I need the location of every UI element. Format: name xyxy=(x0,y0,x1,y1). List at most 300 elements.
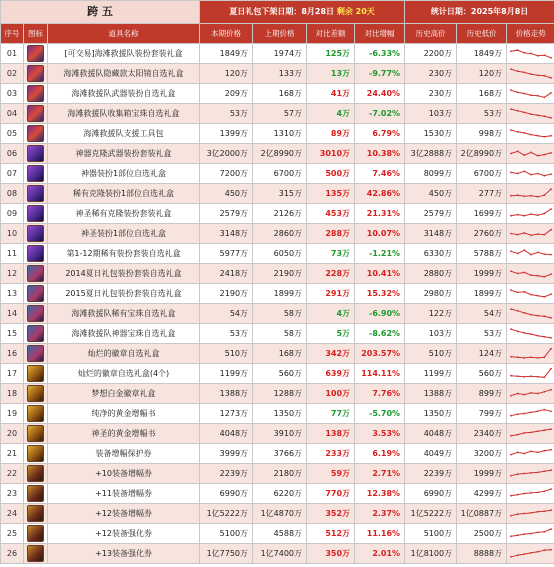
row-item-name: [可交易]海滩救援队装扮套装礼盒 xyxy=(48,44,200,64)
sparkline-point xyxy=(530,94,532,96)
price-trend-sparkline xyxy=(509,206,553,221)
row-difference: 89万 xyxy=(307,124,355,144)
sparkline-point xyxy=(543,96,545,98)
item-icon xyxy=(27,165,44,182)
row-current-price: 5100万 xyxy=(200,524,253,544)
row-trend-cell xyxy=(507,524,554,544)
row-previous-price: 1899万 xyxy=(253,284,307,304)
row-current-price: 2239万 xyxy=(200,464,253,484)
sparkline-point xyxy=(523,473,525,475)
row-history-low: 120万 xyxy=(457,64,507,84)
sparkline-point xyxy=(523,215,525,217)
sparkline-point xyxy=(516,253,518,255)
sparkline-point xyxy=(550,152,552,154)
row-trend-cell xyxy=(507,144,554,164)
sparkline-point xyxy=(550,229,552,231)
sparkline-point xyxy=(550,173,552,175)
row-current-price: 1273万 xyxy=(200,404,253,424)
row-index: 21 xyxy=(1,444,24,464)
row-change-percent: 2.71% xyxy=(355,464,405,484)
sparkline-point xyxy=(523,453,525,455)
sparkline-point xyxy=(536,114,538,116)
sparkline-point xyxy=(550,208,552,210)
sparkline-point xyxy=(523,376,525,378)
sparkline-point xyxy=(530,432,532,434)
row-icon-cell xyxy=(24,224,48,244)
sparkline-point xyxy=(550,410,552,412)
price-trend-sparkline xyxy=(509,166,553,181)
sparkline-point xyxy=(523,112,525,114)
row-current-price: 1388万 xyxy=(200,384,253,404)
row-previous-price: 2190万 xyxy=(253,264,307,284)
row-index: 02 xyxy=(1,64,24,84)
price-trend-sparkline xyxy=(509,226,553,241)
row-difference: 512万 xyxy=(307,524,355,544)
row-change-percent: 6.79% xyxy=(355,124,405,144)
sparkline-point xyxy=(516,393,518,395)
row-current-price: 1亿7750万 xyxy=(200,544,253,564)
row-item-name: 神圣的黄金增幅书 xyxy=(48,424,200,444)
sparkline-point xyxy=(543,75,545,77)
price-trend-sparkline xyxy=(509,506,553,521)
row-icon-cell xyxy=(24,204,48,224)
table-row[interactable] xyxy=(1,384,554,404)
table-row[interactable] xyxy=(1,484,554,504)
row-history-high: 103万 xyxy=(405,324,457,344)
sparkline-point xyxy=(523,553,525,555)
row-previous-price: 6700万 xyxy=(253,164,307,184)
row-change-percent: 12.38% xyxy=(355,484,405,504)
sparkline-point xyxy=(516,194,518,196)
sparkline-point xyxy=(550,528,552,530)
table-row[interactable] xyxy=(1,84,554,104)
row-item-name: +12装备增幅券 xyxy=(48,504,200,524)
table-row[interactable] xyxy=(1,144,554,164)
row-index: 10 xyxy=(1,224,24,244)
row-item-name: 海滩救援队稀有宝珠自选礼盒 xyxy=(48,304,200,324)
row-item-name: 纯净的黄金增幅书 xyxy=(48,404,200,424)
table-row[interactable] xyxy=(1,344,554,364)
row-trend-cell xyxy=(507,184,554,204)
row-icon-cell xyxy=(24,284,48,304)
item-icon xyxy=(27,65,44,82)
table-row[interactable] xyxy=(1,224,554,244)
col-history-high: 历史高价 xyxy=(405,24,457,44)
row-difference: 100万 xyxy=(307,384,355,404)
sparkline-point xyxy=(523,332,525,334)
row-difference: 291万 xyxy=(307,284,355,304)
row-change-percent: 7.76% xyxy=(355,384,405,404)
sparkline-point xyxy=(530,450,532,452)
table-row[interactable] xyxy=(1,364,554,384)
row-history-low: 2500万 xyxy=(457,524,507,544)
sparkline-point xyxy=(550,428,552,430)
row-icon-cell xyxy=(24,544,48,564)
sparkline-point xyxy=(516,434,518,436)
sparkline-point xyxy=(543,315,545,317)
sparkline-point xyxy=(510,308,512,310)
item-icon xyxy=(27,305,44,322)
row-change-percent: 42.86% xyxy=(355,184,405,204)
table-row[interactable] xyxy=(1,204,554,224)
sparkline-point xyxy=(550,273,552,275)
row-item-name: 神圣装扮1部位自选礼盒 xyxy=(48,224,200,244)
sparkline-point xyxy=(510,535,512,537)
row-item-name: 灿烂的徽章自选礼盒 xyxy=(48,344,200,364)
sparkline-point xyxy=(510,215,512,217)
sparkline-point xyxy=(543,549,545,551)
deadline-date: 8月28日 xyxy=(301,7,335,16)
sparkline-point xyxy=(536,95,538,97)
row-previous-price: 133万 xyxy=(253,64,307,84)
row-previous-price: 1310万 xyxy=(253,124,307,144)
sparkline-point xyxy=(543,429,545,431)
row-previous-price: 560万 xyxy=(253,364,307,384)
price-trend-sparkline xyxy=(509,446,553,461)
sparkline-point xyxy=(543,175,545,177)
row-history-low: 4299万 xyxy=(457,484,507,504)
row-history-high: 510万 xyxy=(405,344,457,364)
row-previous-price: 58万 xyxy=(253,324,307,344)
sparkline-point xyxy=(510,556,512,558)
row-index: 03 xyxy=(1,84,24,104)
row-trend-cell xyxy=(507,204,554,224)
sparkline-point xyxy=(543,136,545,138)
table-row[interactable] xyxy=(1,284,554,304)
sparkline-point xyxy=(516,273,518,275)
sparkline-point xyxy=(530,152,532,154)
row-change-percent: 11.16% xyxy=(355,524,405,544)
row-difference: 4万 xyxy=(307,304,355,324)
sparkline-point xyxy=(550,317,552,319)
sparkline-point xyxy=(536,532,538,534)
table-row[interactable] xyxy=(1,464,554,484)
sparkline-point xyxy=(550,293,552,295)
row-index: 23 xyxy=(1,484,24,504)
sparkline-point xyxy=(543,510,545,512)
sparkline-point xyxy=(510,233,512,235)
row-trend-cell xyxy=(507,244,554,264)
sparkline-point xyxy=(550,488,552,490)
table-row[interactable] xyxy=(1,104,554,124)
sparkline-point xyxy=(550,117,552,119)
row-history-high: 5100万 xyxy=(405,524,457,544)
price-trend-sparkline xyxy=(509,286,553,301)
col-previous-price: 上期价格 xyxy=(253,24,307,44)
row-item-name: +10装备增幅券 xyxy=(48,464,200,484)
sparkline-point xyxy=(536,214,538,216)
sparkline-point xyxy=(516,375,518,377)
table-row[interactable] xyxy=(1,444,554,464)
sparkline-point xyxy=(516,534,518,536)
row-trend-cell xyxy=(507,304,554,324)
row-history-low: 1亿0887万 xyxy=(457,504,507,524)
row-trend-cell xyxy=(507,64,554,84)
row-current-price: 53万 xyxy=(200,324,253,344)
row-history-low: 54万 xyxy=(457,304,507,324)
row-item-name: 神器装扮1部位自选礼盒 xyxy=(48,164,200,184)
row-history-high: 1388万 xyxy=(405,384,457,404)
row-trend-cell xyxy=(507,284,554,304)
row-history-low: 5788万 xyxy=(457,244,507,264)
row-difference: 352万 xyxy=(307,504,355,524)
sparkline-point xyxy=(523,249,525,251)
table-row[interactable] xyxy=(1,424,554,444)
row-item-name: 海滩救援队神器宝珠自选礼盒 xyxy=(48,324,200,344)
row-difference: 4万 xyxy=(307,104,355,124)
row-history-high: 2579万 xyxy=(405,204,457,224)
sparkline-point xyxy=(550,509,552,511)
row-icon-cell xyxy=(24,144,48,164)
row-item-name: 装备增幅保护券 xyxy=(48,444,200,464)
sparkline-point xyxy=(510,454,512,456)
table-row[interactable] xyxy=(1,264,554,284)
sparkline-point xyxy=(550,92,552,94)
row-history-low: 53万 xyxy=(457,104,507,124)
row-previous-price: 1288万 xyxy=(253,384,307,404)
table-row[interactable] xyxy=(1,124,554,144)
row-difference: 453万 xyxy=(307,204,355,224)
sparkline-point xyxy=(523,533,525,535)
server-name: 跨 五 xyxy=(1,1,200,24)
row-history-low: 1899万 xyxy=(457,284,507,304)
row-trend-cell xyxy=(507,164,554,184)
table-row[interactable] xyxy=(1,244,554,264)
row-index: 07 xyxy=(1,164,24,184)
sparkline-point xyxy=(536,393,538,395)
col-history-low: 历史低价 xyxy=(457,24,507,44)
row-index: 19 xyxy=(1,404,24,424)
row-index: 05 xyxy=(1,124,24,144)
price-trend-sparkline xyxy=(509,306,553,321)
row-index: 06 xyxy=(1,144,24,164)
sparkline-point xyxy=(550,348,552,350)
row-difference: 5万 xyxy=(307,324,355,344)
row-previous-price: 315万 xyxy=(253,184,307,204)
row-current-price: 53万 xyxy=(200,104,253,124)
table-row[interactable] xyxy=(1,164,554,184)
row-history-high: 4048万 xyxy=(405,424,457,444)
row-previous-price: 168万 xyxy=(253,84,307,104)
sparkline-point xyxy=(536,155,538,157)
row-history-low: 998万 xyxy=(457,124,507,144)
table-row[interactable] xyxy=(1,524,554,544)
row-trend-cell xyxy=(507,84,554,104)
row-item-name: 神圣稀有克隆装扮套装礼盒 xyxy=(48,204,200,224)
item-icon xyxy=(27,265,44,282)
table-row[interactable] xyxy=(1,44,554,64)
row-history-high: 450万 xyxy=(405,184,457,204)
row-difference: 350万 xyxy=(307,544,355,564)
item-icon xyxy=(27,325,44,342)
table-row[interactable] xyxy=(1,304,554,324)
sparkline-point xyxy=(516,356,518,358)
row-history-low: 6700万 xyxy=(457,164,507,184)
sparkline-point xyxy=(510,89,512,91)
item-icon xyxy=(27,345,44,362)
sparkline-point xyxy=(536,335,538,337)
sparkline-point xyxy=(530,533,532,535)
sparkline-point xyxy=(536,173,538,175)
table-row[interactable] xyxy=(1,64,554,84)
sparkline-point xyxy=(536,430,538,432)
sparkline-point xyxy=(550,449,552,451)
sparkline-point xyxy=(523,72,525,74)
row-current-price: 120万 xyxy=(200,64,253,84)
row-item-name: 2015夏日礼包装扮套装自选礼盒 xyxy=(48,284,200,304)
sparkline-point xyxy=(523,432,525,434)
row-index: 11 xyxy=(1,244,24,264)
sparkline-point xyxy=(523,291,525,293)
sparkline-point xyxy=(543,391,545,393)
table-row[interactable] xyxy=(1,404,554,424)
item-icon xyxy=(27,505,44,522)
row-icon-cell xyxy=(24,64,48,84)
sparkline-point xyxy=(510,375,512,377)
row-history-low: 3200万 xyxy=(457,444,507,464)
row-trend-cell xyxy=(507,384,554,404)
row-previous-price: 168万 xyxy=(253,344,307,364)
row-current-price: 1849万 xyxy=(200,44,253,64)
row-trend-cell xyxy=(507,104,554,124)
item-icon xyxy=(27,105,44,122)
sparkline-point xyxy=(516,494,518,496)
price-trend-sparkline xyxy=(509,106,553,121)
sparkline-point xyxy=(510,195,512,197)
row-trend-cell xyxy=(507,484,554,504)
row-difference: 233万 xyxy=(307,444,355,464)
sparkline-point xyxy=(550,254,552,256)
row-index: 15 xyxy=(1,324,24,344)
row-current-price: 510万 xyxy=(200,344,253,364)
sparkline-point xyxy=(523,357,525,359)
row-history-high: 1亿8100万 xyxy=(405,544,457,564)
sparkline-point xyxy=(530,254,532,256)
row-item-name: 海滩救援队武器装扮自选礼盒 xyxy=(48,84,200,104)
row-history-high: 3亿2888万 xyxy=(405,144,457,164)
row-current-price: 7200万 xyxy=(200,164,253,184)
row-previous-price: 57万 xyxy=(253,104,307,124)
row-history-high: 1530万 xyxy=(405,124,457,144)
row-index: 08 xyxy=(1,184,24,204)
sparkline-point xyxy=(510,475,512,477)
price-trend-sparkline xyxy=(509,466,553,481)
row-current-price: 3亿2000万 xyxy=(200,144,253,164)
row-previous-price: 1亿4870万 xyxy=(253,504,307,524)
row-item-name: +12装备强化券 xyxy=(48,524,200,544)
sparkline-point xyxy=(516,92,518,94)
table-row[interactable] xyxy=(1,544,554,564)
row-icon-cell xyxy=(24,324,48,344)
sparkline-point xyxy=(543,531,545,533)
row-change-percent: 2.37% xyxy=(355,504,405,524)
price-trend-sparkline xyxy=(509,366,553,381)
row-item-name: +11装备增幅券 xyxy=(48,484,200,504)
row-icon-cell xyxy=(24,484,48,504)
sparkline-point xyxy=(543,213,545,215)
sparkline-point xyxy=(550,337,552,339)
sparkline-point xyxy=(516,452,518,454)
row-current-price: 209万 xyxy=(200,84,253,104)
row-change-percent: -6.33% xyxy=(355,44,405,64)
sparkline-point xyxy=(543,276,545,278)
row-current-price: 2418万 xyxy=(200,264,253,284)
row-icon-cell xyxy=(24,164,48,184)
row-current-price: 6990万 xyxy=(200,484,253,504)
row-difference: 639万 xyxy=(307,364,355,384)
row-change-percent: 203.57% xyxy=(355,344,405,364)
table-row[interactable] xyxy=(1,184,554,204)
row-trend-cell xyxy=(507,444,554,464)
row-trend-cell xyxy=(507,504,554,524)
sparkline-point xyxy=(523,413,525,415)
row-current-price: 3148万 xyxy=(200,224,253,244)
row-change-percent: -5.70% xyxy=(355,404,405,424)
row-difference: 13万 xyxy=(307,64,355,84)
sparkline-point xyxy=(510,129,512,131)
row-change-percent: -7.02% xyxy=(355,104,405,124)
table-row[interactable] xyxy=(1,504,554,524)
sparkline-point xyxy=(543,115,545,117)
row-difference: 770万 xyxy=(307,484,355,504)
item-icon xyxy=(27,285,44,302)
sparkline-path xyxy=(511,130,551,137)
row-difference: 41万 xyxy=(307,84,355,104)
row-change-percent: 2.01% xyxy=(355,544,405,564)
row-index: 25 xyxy=(1,524,24,544)
sparkline-point xyxy=(536,135,538,137)
row-index: 24 xyxy=(1,504,24,524)
row-change-percent: 15.32% xyxy=(355,284,405,304)
row-history-low: 53万 xyxy=(457,324,507,344)
sparkline-point xyxy=(510,289,512,291)
row-history-high: 3148万 xyxy=(405,224,457,244)
row-item-name: 2014夏日礼包装扮套装自选礼盒 xyxy=(48,264,200,284)
sparkline-point xyxy=(516,292,518,294)
row-icon-cell xyxy=(24,104,48,124)
row-history-low: 1999万 xyxy=(457,264,507,284)
item-icon xyxy=(27,125,44,142)
row-current-price: 5977万 xyxy=(200,244,253,264)
sparkline-point xyxy=(536,492,538,494)
row-difference: 59万 xyxy=(307,464,355,484)
row-difference: 342万 xyxy=(307,344,355,364)
sparkline-point xyxy=(536,275,538,277)
sparkline-point xyxy=(536,252,538,254)
sparkline-point xyxy=(510,270,512,272)
row-trend-cell xyxy=(507,44,554,64)
row-icon-cell xyxy=(24,504,48,524)
price-trend-sparkline xyxy=(509,426,553,441)
row-history-high: 8099万 xyxy=(405,164,457,184)
row-index: 22 xyxy=(1,464,24,484)
table-row[interactable] xyxy=(1,324,554,344)
sparkline-point xyxy=(516,473,518,475)
row-item-name: 海滩救援队收集箱宝珠自选礼盒 xyxy=(48,104,200,124)
row-previous-price: 2126万 xyxy=(253,204,307,224)
row-icon-cell xyxy=(24,344,48,364)
row-index: 16 xyxy=(1,344,24,364)
item-icon xyxy=(27,445,44,462)
sparkline-point xyxy=(550,368,552,370)
row-index: 12 xyxy=(1,264,24,284)
row-history-low: 799万 xyxy=(457,404,507,424)
sparkline-point xyxy=(536,452,538,454)
price-trend-sparkline xyxy=(509,146,553,161)
sparkline-point xyxy=(543,194,545,196)
sparkline-point xyxy=(530,195,532,197)
sparkline-point xyxy=(543,376,545,378)
